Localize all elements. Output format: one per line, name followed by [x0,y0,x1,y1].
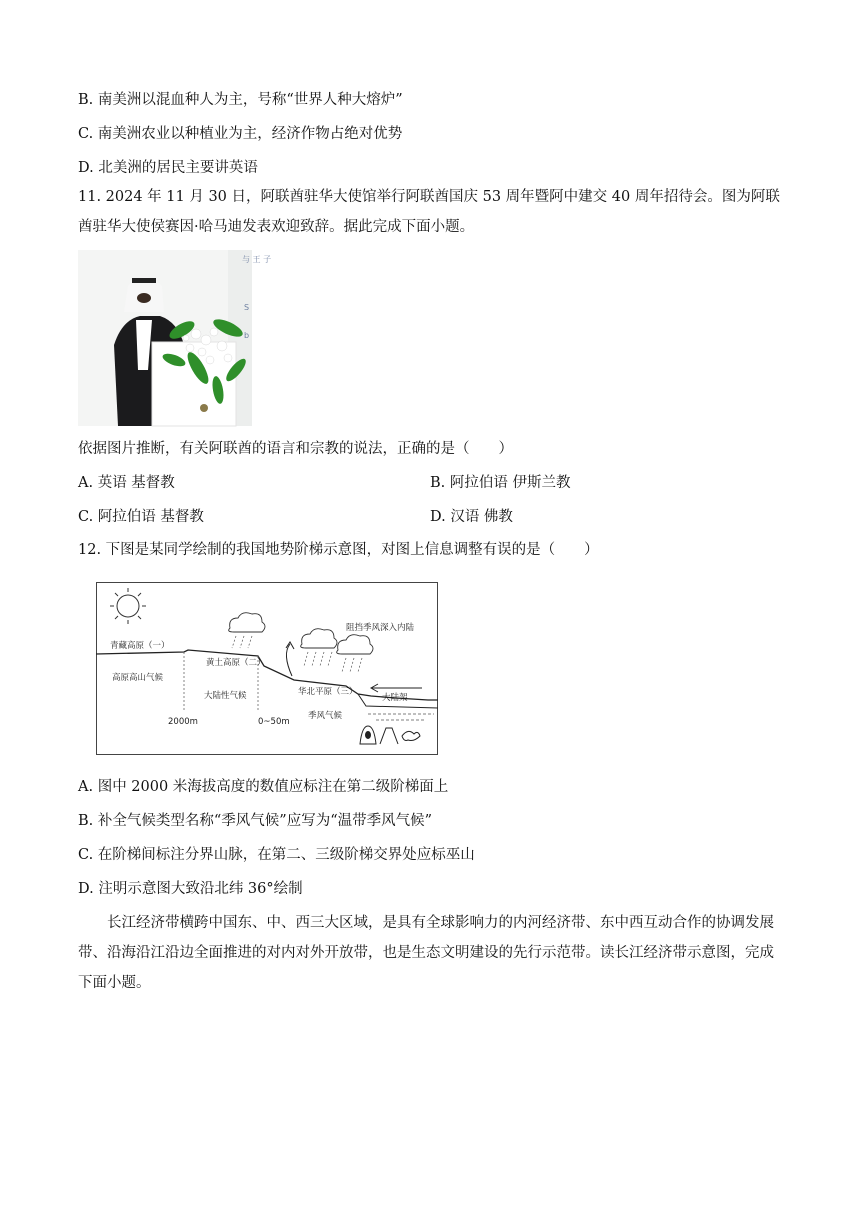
option-11c: C. 阿拉伯语 基督教 [78,509,204,525]
option-11d: D. 汉语 佛教 [430,509,513,525]
label-huabei: 华北平原（三） [298,687,358,697]
option-10c: C. 南美洲农业以种植业为主，经济作物占绝对优势 [78,126,403,142]
label-gaoyuan-climate: 高原高山气候 [112,673,164,683]
question-11-prompt: 依据图片推断，有关阿联酋的语言和宗教的说法，正确的是（ ） [78,441,513,457]
option-11a: A. 英语 基督教 [78,475,175,491]
svg-text:b: b [244,331,250,340]
question-11-stem: 11. 2024 年 11 月 30 日，阿联酋驻华大使馆举行阿联酋国庆 53 周年暨阿中建交 40 周年招待会。图为阿联酋驻华大使侯赛因·哈马迪发表欢迎致辞。据此完成下面小题。 [78,189,780,235]
option-10b: B. 南美洲以混血种人为主，号称“世界人种大熔炉” [78,92,403,108]
option-11b: B. 阿拉伯语 伊斯兰教 [430,475,571,491]
terrain-ladder-diagram [96,582,438,755]
label-huangtu: 黄土高原（二） [206,658,266,668]
label-monsoon-climate: 季风气候 [308,711,343,721]
option-12c: C. 在阶梯间标注分界山脉，在第二、三级阶梯交界处应标巫山 [78,847,475,863]
label-0-50m: 0~50m [258,717,290,727]
option-12a: A. 图中 2000 米海拔高度的数值应标注在第二级阶梯面上 [78,779,449,795]
backdrop-text: 与 王 子 [242,255,272,264]
label-block-monsoon: 阻挡季风深入内陆 [346,623,415,633]
label-2000m: 2000m [168,717,198,727]
passage-yangtze: 长江经济带横跨中国东、中、西三大区域，是具有全球影响力的内河经济带、东中西互动合作的协调发展带、沿海沿江沿边全面推进的对内对外开放带，也是生态文明建设的先行示范带。读长江经济带示意图，完成下面小题。 [78,915,774,991]
option-10d: D. 北美洲的居民主要讲英语 [78,160,258,176]
label-continental-climate: 大陆性气候 [204,691,247,701]
svg-text:S: S [244,303,250,312]
question-12-stem: 12. 下图是某同学绘制的我国地势阶梯示意图，对图上信息调整有误的是（ ） [78,542,599,558]
label-qinghai: 青藏高原（一） [110,641,170,651]
label-shelf: 大陆架 [382,693,408,703]
ambassador-photo [78,250,272,426]
option-12b: B. 补全气候类型名称“季风气候”应写为“温带季风气候” [78,813,433,829]
option-12d: D. 注明示意图大致沿北纬 36°绘制 [78,881,303,897]
